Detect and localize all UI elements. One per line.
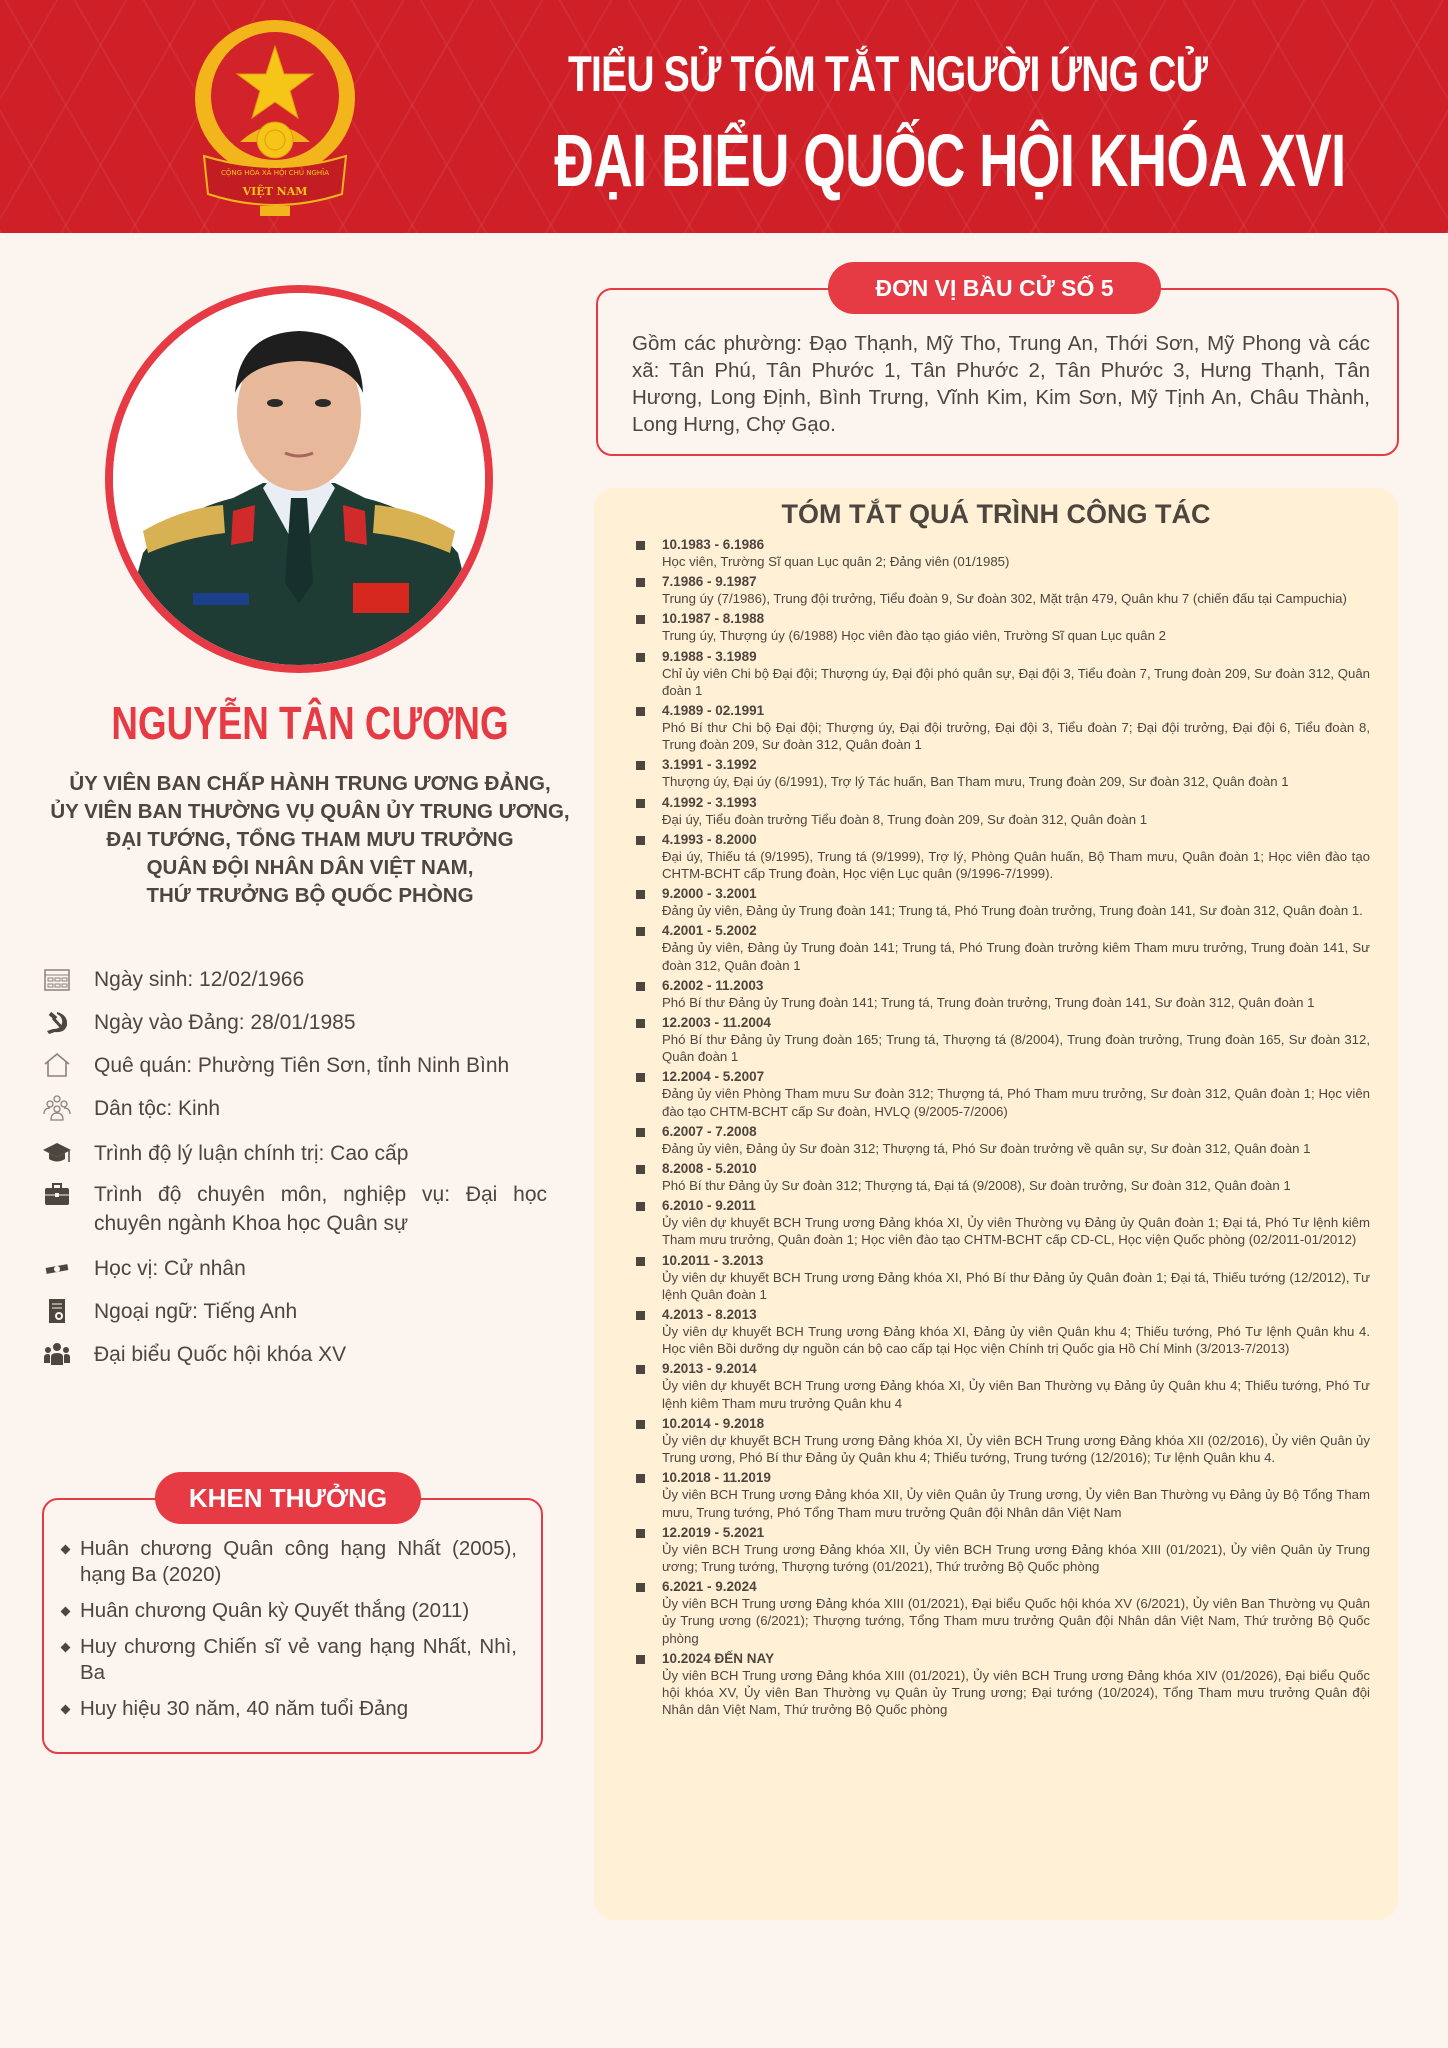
career-period: 9.1988 - 3.1989 (662, 648, 757, 664)
career-description: Ủy viên BCH Trung ương Đảng khóa XII, Ủy viên Quân ủy Trung ương, Ủy viên Ban Thường vụ Đảng ủy Bộ Tổng Tham mưu, Trung tướng, Phó Tổng Tham mưu trưởng Quân đội Nhân dân Việt Nam (662, 1487, 1370, 1520)
career-period: 12.2004 - 5.2007 (662, 1069, 765, 1085)
candidate-portrait (105, 285, 493, 673)
square-bullet-icon (636, 1128, 645, 1137)
info-hometown (42, 1051, 547, 1080)
diamond-bullet-icon (61, 1545, 71, 1555)
career-item (634, 1197, 1370, 1248)
square-bullet-icon (636, 1474, 645, 1483)
career-description: Ủy viên dự khuyết BCH Trung ương Đảng khóa XI, Phó Bí thư Đảng ủy Quân đoàn 1; Đại tá, Thiếu tướng (12/2012), Tư lệnh Quân đoàn 1 (662, 1269, 1370, 1302)
career-period: 3.1991 - 3.1992 (662, 757, 757, 773)
awards-list (62, 1536, 517, 1732)
page-title-line1: TIỂU SỬ TÓM TẮT NGƯỜI ỨNG CỬ (568, 46, 1208, 102)
career-description: Ủy viên dự khuyết BCH Trung ương Đảng khóa XI, Ủy viên Ban Thường vụ Đảng ủy Quân khu 4; Thiếu tướng, Phó Tư lệnh kiêm Tham mưu trưởng Quân khu 4 (662, 1378, 1370, 1411)
info-ethnicity (42, 1094, 547, 1123)
career-item (634, 922, 1370, 973)
candidate-positions (30, 770, 590, 910)
career-description: Phó Bí thư Chi bộ Đại đội; Thượng úy, Đại đội trưởng, Đại đội 3, Tiểu đoàn 7; Đại đội trưởng, Đại đội 6, Tiểu đoàn 8, Trung đoàn 209, Sư đoàn 312, Quân đoàn 1 (662, 720, 1370, 753)
square-bullet-icon (636, 1365, 645, 1374)
awards-title: KHEN THƯỞNG (155, 1472, 421, 1524)
info-political-theory (42, 1139, 547, 1168)
career-period: 4.2013 - 8.2013 (662, 1307, 757, 1323)
career-period: 7.1986 - 9.1987 (662, 574, 757, 590)
career-description: Đại úy, Tiểu đoàn trưởng Tiểu đoàn 8, Trung đoàn 209, Sư đoàn 312, Quân đoàn 1 (662, 811, 1148, 827)
square-bullet-icon (636, 707, 645, 716)
career-period: 12.2003 - 11.2004 (662, 1015, 771, 1031)
square-bullet-icon (636, 799, 645, 808)
career-item (634, 648, 1370, 699)
info-text: Ngoại ngữ: Tiếng Anh (94, 1300, 298, 1323)
career-item (634, 536, 1370, 570)
career-description: Ủy viên dự khuyết BCH Trung ương Đảng khóa XI, Đảng ủy viên Quân khu 4; Thiếu tướng, Phó Tư lệnh Quân khu 4. Học viên Bồi dưỡng dự nguồn cán bộ cao cấp tại Học viện Chính trị Quốc gia Hồ Chí Minh (3/2013-7/2013) (662, 1324, 1370, 1357)
career-period: 4.1989 - 02.1991 (662, 703, 765, 719)
career-description: Ủy viên BCH Trung ương Đảng khóa XIII (01/2021), Ủy viên BCH Trung ương Đảng khóa XIV (01/2026), Đại biểu Quốc hội khóa XV, Ủy viên Ban Thường vụ Quân ủy Trung ương; Đại tướng (10/2024), Tổng Tham mưu trưởng Quân đội Nhân dân Việt Nam, Thứ trưởng Bộ Quốc phòng (662, 1667, 1370, 1718)
career-period: 9.2013 - 9.2014 (662, 1361, 757, 1377)
emblem-text-bottom: VIỆT NAM (242, 185, 308, 198)
square-bullet-icon (636, 927, 645, 936)
career-item (634, 1524, 1370, 1575)
info-qualification (42, 1180, 547, 1238)
house-icon (42, 1051, 72, 1079)
award-item (62, 1634, 517, 1686)
info-text: Trình độ chuyên môn, nghiệp vụ: Đại học chuyên ngành Khoa học Quân sự (94, 1183, 547, 1235)
career-description: Thượng úy, Đại úy (6/1991), Trợ lý Tác huấn, Ban Tham mưu, Trung đoàn 209, Sư đoàn 312, Quân đoàn 1 (662, 774, 1289, 790)
career-period: 10.1983 - 6.1986 (662, 537, 765, 552)
career-description: Phó Bí thư Đảng ủy Sư đoàn 312; Thượng tá, Đại tá (9/2008), Sư đoàn trưởng, Sư đoàn 312, Quân đoàn 1 (662, 1178, 1291, 1194)
career-item (634, 702, 1370, 753)
national-emblem-icon (190, 18, 360, 218)
calendar-icon (42, 965, 72, 993)
square-bullet-icon (636, 1311, 645, 1320)
info-language (42, 1297, 547, 1326)
career-item (634, 1360, 1370, 1411)
career-description: Học viên, Trường Sĩ quan Lục quân 2; Đảng viên (01/1985) (662, 554, 1010, 569)
square-bullet-icon (636, 1655, 645, 1664)
square-bullet-icon (636, 1019, 645, 1028)
info-text: Ngày vào Đảng: 28/01/1985 (94, 1011, 356, 1034)
career-timeline (634, 536, 1370, 1721)
diamond-bullet-icon (61, 1607, 71, 1617)
square-bullet-icon (636, 653, 645, 662)
square-bullet-icon (636, 1529, 645, 1538)
position-line: THỨ TRƯỞNG BỘ QUỐC PHÒNG (146, 884, 474, 907)
square-bullet-icon (636, 836, 645, 845)
career-title: TÓM TẮT QUÁ TRÌNH CÔNG TÁC (781, 499, 1211, 529)
career-period: 4.1993 - 8.2000 (662, 831, 757, 847)
career-description: Trung úy, Thượng úy (6/1988) Học viên đào tạo giáo viên, Trường Sĩ quan Lục quân 2 (662, 628, 1166, 644)
career-description: Ủy viên dự khuyết BCH Trung ương Đảng khóa XI, Ủy viên Thường vụ Đảng ủy Quân đoàn 1; Đại tá, Phó Tư lệnh kiêm Tham mưu trưởng, Quân đoàn 1; Học viên đào tạo CHTM-BCHT cấp CD-CL, Học viện Quốc phòng (02/2011-01/2012) (662, 1215, 1370, 1248)
career-item (634, 1650, 1370, 1719)
position-line: ĐẠI TƯỚNG, TỔNG THAM MƯU TRƯỞNG (106, 828, 514, 851)
career-description: Ủy viên BCH Trung ương Đảng khóa XIII (01/2021), Đại biểu Quốc hội khóa XV (6/2021), Ủy viên Ban Thường vụ Quân ủy Trung ương (6/2021); Thượng tướng, Tổng Tham mưu trưởng Quân đội Nhân dân Việt Nam, Thứ trưởng Bộ Quốc phòng (662, 1596, 1370, 1646)
career-item (634, 1252, 1370, 1303)
header-banner (0, 0, 1448, 233)
career-item (634, 1068, 1370, 1119)
info-delegate (42, 1340, 547, 1369)
career-period: 10.2018 - 11.2019 (662, 1470, 771, 1486)
electoral-unit-text: Gồm các phường: Đạo Thạnh, Mỹ Tho, Trung An, Thới Sơn, Mỹ Phong và các xã: Tân Phú, Tân Phước 1, Tân Phước 2, Tân Phước 3, Hưng Thạnh, Tân Hương, Long Định, Bình Trưng, Vĩnh Kim, Kim Sơn, Mỹ Tịnh An, Châu Thành, Long Hưng, Chợ Gạo. (632, 332, 1370, 436)
info-text: Quê quán: Phường Tiên Sơn, tỉnh Ninh Bình (94, 1054, 510, 1077)
career-item (634, 610, 1370, 644)
square-bullet-icon (636, 1073, 645, 1082)
career-description: Chỉ ủy viên Chi bộ Đại đội; Thượng úy, Đại đội phó quân sự, Đại đội 3, Tiểu đoàn 7, Trung đoàn 209, Sư đoàn 312, Quân đoàn 1 (662, 665, 1370, 698)
career-description: Ủy viên dự khuyết BCH Trung ương Đảng khóa XI, Ủy viên BCH Trung ương Đảng khóa XII (02/2016), Ủy viên Quân ủy Trung ương, Phó Bí thư Đảng ủy Quân khu 4; Thiếu tướng, Trung tướng (12/2016); Tư lệnh Quân khu 4. (662, 1432, 1370, 1466)
career-period: 6.2021 - 9.2024 (662, 1579, 757, 1595)
career-period: 9.2000 - 3.2001 (662, 886, 757, 902)
career-item (634, 885, 1370, 919)
delegates-icon (42, 1340, 72, 1368)
emblem-text-top: CỘNG HÒA XÃ HỘI CHỦ NGHĨA (220, 169, 330, 177)
hammer-sickle-icon (42, 1008, 72, 1036)
career-item (634, 794, 1370, 828)
diploma-scroll-icon (42, 1254, 72, 1282)
square-bullet-icon (636, 1257, 645, 1266)
career-period: 4.1992 - 3.1993 (662, 794, 757, 810)
square-bullet-icon (636, 1202, 645, 1211)
square-bullet-icon (636, 1583, 645, 1592)
diamond-bullet-icon (61, 1705, 71, 1715)
career-item (634, 1014, 1370, 1065)
career-item (634, 1123, 1370, 1157)
square-bullet-icon (636, 578, 645, 587)
square-bullet-icon (636, 541, 645, 550)
award-text: Huân chương Quân công hạng Nhất (2005), hạng Ba (2020) (80, 1537, 517, 1586)
career-item (634, 977, 1370, 1011)
career-description: Đảng ủy viên Phòng Tham mưu Sư đoàn 312; Thượng tá, Phó Tham mưu trưởng, Sư đoàn 312, Quân đoàn 1; Học viên đào tạo CHTM-BCHT cấp Sư đoàn, HVLQ (9/2005-7/2006) (662, 1086, 1370, 1119)
career-period: 10.1987 - 8.1988 (662, 611, 765, 627)
info-text: Ngày sinh: 12/02/1966 (94, 968, 305, 991)
page-title-line2: ĐẠI BIỂU QUỐC HỘI KHÓA XVI (554, 119, 1346, 202)
career-period: 6.2002 - 11.2003 (662, 977, 764, 993)
career-period: 10.2014 - 9.2018 (662, 1415, 765, 1431)
info-party-date (42, 1008, 547, 1037)
award-text: Huân chương Quân kỳ Quyết thắng (2011) (80, 1599, 470, 1622)
square-bullet-icon (636, 1420, 645, 1429)
career-period: 4.2001 - 5.2002 (662, 923, 757, 939)
career-period: 6.2010 - 9.2011 (662, 1198, 756, 1214)
square-bullet-icon (636, 982, 645, 991)
info-text: Học vị: Cử nhân (94, 1257, 246, 1280)
square-bullet-icon (636, 890, 645, 899)
career-item (634, 1160, 1370, 1194)
career-description: Đảng ủy viên, Đảng ủy Trung đoàn 141; Trung tá, Phó Trung đoàn trưởng, Trung đoàn 141, Sư đoàn 312, Quân đoàn 1. (662, 903, 1363, 919)
career-item (634, 831, 1370, 882)
info-degree (42, 1254, 547, 1283)
award-item (62, 1696, 517, 1722)
career-description: Đại úy, Thiếu tá (9/1995), Trung tá (9/1999), Trợ lý, Phòng Quân huấn, Bộ Tham mưu, Quân đoàn 1; Học viên đào tạo CHTM-BCHT cấp Trung đoàn, Học viện Lục quân (9/1996-7/1999). (662, 848, 1370, 882)
career-description: Ủy viên BCH Trung ương Đảng khóa XII, Ủy viên BCH Trung ương Đảng khóa XIII (01/2021), Ủy viên Quân ủy Trung ương; Trung tướng, Thượng tướng (01/2021), Thứ trưởng Bộ Quốc phòng (662, 1541, 1370, 1574)
career-description: Phó Bí thư Đảng ủy Trung đoàn 165; Trung tá, Thượng tá (8/2004), Trung đoàn trưởng, Trung đoàn 165, Sư đoàn 312, Quân đoàn 1 (662, 1032, 1370, 1065)
info-text: Dân tộc: Kinh (94, 1097, 221, 1120)
award-text: Huy hiệu 30 năm, 40 năm tuổi Đảng (80, 1697, 409, 1720)
portrait-photo-icon (113, 293, 485, 665)
career-item (634, 1469, 1370, 1520)
square-bullet-icon (636, 1165, 645, 1174)
square-bullet-icon (636, 615, 645, 624)
info-birthdate (42, 965, 547, 994)
career-description: Đảng ủy viên, Đảng ủy Trung đoàn 141; Trung tá, Phó Trung đoàn trưởng kiêm Tham mưu trưởng, Trung đoàn 141, Sư đoàn 312, Quân đoàn 1 (662, 940, 1370, 973)
career-description: Phó Bí thư Đảng ủy Trung đoàn 141; Trung tá, Trung đoàn trưởng, Trung đoàn 141, Sư đoàn 312, Quân đoàn 1 (662, 994, 1315, 1010)
personal-info-list (42, 965, 547, 1369)
briefcase-icon (42, 1180, 72, 1208)
career-period: 6.2007 - 7.2008 (662, 1123, 757, 1139)
people-group-icon (42, 1094, 72, 1122)
position-line: QUÂN ĐỘI NHÂN DÂN VIỆT NAM, (146, 856, 474, 879)
certificate-icon (42, 1297, 72, 1325)
career-item (634, 1415, 1370, 1466)
position-line: ỦY VIÊN BAN THƯỜNG VỤ QUÂN ỦY TRUNG ƯƠNG, (50, 800, 570, 823)
career-period: 10.2011 - 3.2013 (662, 1252, 764, 1268)
career-period: 8.2008 - 5.2010 (662, 1161, 757, 1177)
candidate-name: NGUYỄN TÂN CƯƠNG (111, 697, 509, 749)
career-period: 10.2024 ĐẾN NAY (662, 1650, 775, 1666)
career-period: 12.2019 - 5.2021 (662, 1524, 765, 1540)
square-bullet-icon (636, 761, 645, 770)
career-description: Trung úy (7/1986), Trung đội trưởng, Tiểu đoàn 9, Sư đoàn 302, Mặt trận 479, Quân khu 7 (chiến đấu tại Campuchia) (662, 591, 1347, 607)
career-item (634, 756, 1370, 790)
career-item (634, 1306, 1370, 1357)
info-text: Trình độ lý luận chính trị: Cao cấp (94, 1142, 409, 1165)
info-text: Đại biểu Quốc hội khóa XV (94, 1343, 347, 1366)
career-item (634, 573, 1370, 607)
electoral-unit-title: ĐƠN VỊ BẦU CỬ SỐ 5 (828, 262, 1161, 314)
career-item (634, 1578, 1370, 1647)
graduation-cap-icon (42, 1139, 72, 1167)
career-description: Đảng ủy viên, Đảng ủy Sư đoàn 312; Thượng tá, Phó Sư đoàn trưởng về quân sự, Sư đoàn 312, Quân đoàn 1 (662, 1140, 1311, 1156)
diamond-bullet-icon (61, 1643, 71, 1653)
position-line: ỦY VIÊN BAN CHẤP HÀNH TRUNG ƯƠNG ĐẢNG, (69, 772, 551, 795)
award-item (62, 1536, 517, 1588)
award-text: Huy chương Chiến sĩ vẻ vang hạng Nhất, Nhì, Ba (80, 1635, 517, 1684)
award-item (62, 1598, 517, 1624)
